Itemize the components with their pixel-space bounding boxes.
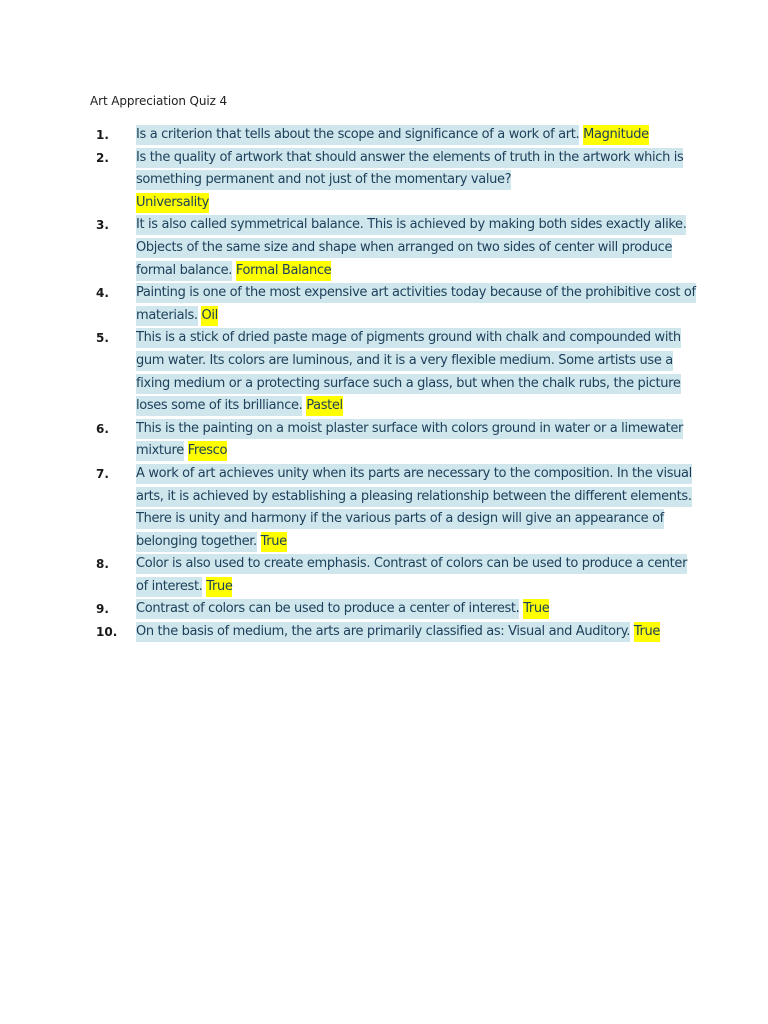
quiz-question-list	[96, 124, 696, 644]
question-number: 10.	[96, 625, 118, 640]
answer-highlight: Pastel	[306, 396, 343, 416]
quiz-item-10	[96, 621, 696, 644]
quiz-item-4	[96, 282, 696, 327]
question-body	[136, 463, 696, 553]
question-body	[136, 124, 696, 147]
answer-highlight: Fresco	[188, 441, 227, 461]
question-body	[136, 147, 696, 215]
answer-highlight: Universality	[136, 193, 209, 213]
question-text: Painting is one of the most expensive art activities today because of the prohibitive cost of materials.	[136, 283, 696, 326]
question-number: 2.	[96, 150, 109, 165]
question-number: 5.	[96, 331, 109, 346]
quiz-item-3	[96, 214, 696, 282]
question-text: This is a stick of dried paste mage of pigments ground with chalk and compounded with gum water. Its colors are luminous, and it is a very flexible medium. Some artists use a fixing medium or a protecting surface such a glass, but when the chalk rubs, the picture loses some of its brilliance.	[136, 328, 681, 416]
question-number: 1.	[96, 128, 109, 142]
question-number: 6.	[96, 421, 109, 436]
answer-highlight: Magnitude	[583, 125, 649, 145]
answer-highlight: True	[206, 577, 232, 597]
question-number: 9.	[96, 602, 109, 617]
quiz-item-2	[96, 147, 696, 215]
quiz-item-5	[96, 327, 696, 417]
question-text: It is also called symmetrical balance. This is achieved by making both sides exactly alike. Objects of the same size and shape when arranged on two sides of center will produce formal balance.	[136, 215, 686, 280]
question-text: Is a criterion that tells about the scope and significance of a work of art.	[136, 125, 579, 145]
quiz-item-1	[96, 124, 696, 147]
question-body	[136, 621, 696, 644]
question-number: 8.	[96, 557, 109, 572]
answer-highlight: True	[634, 622, 660, 642]
question-number: 3.	[96, 218, 109, 233]
question-body	[136, 282, 696, 327]
question-text: Is the quality of artwork that should answer the elements of truth in the artwork which is something permanent and not just of the momentary value?	[136, 148, 683, 191]
question-body	[136, 553, 696, 598]
question-body	[136, 214, 696, 282]
answer-highlight: True	[523, 599, 549, 619]
question-number: 7.	[96, 466, 109, 481]
answer-highlight: Oil	[201, 306, 217, 326]
quiz-item-6	[96, 418, 696, 463]
question-text: Contrast of colors can be used to produce a center of interest.	[136, 599, 519, 619]
question-text: On the basis of medium, the arts are primarily classified as: Visual and Auditory.	[136, 622, 630, 642]
answer-highlight: True	[261, 532, 287, 552]
question-number: 4.	[96, 286, 109, 301]
question-text: Color is also used to create emphasis. Contrast of colors can be used to produce a center of interest.	[136, 554, 687, 597]
question-body	[136, 327, 696, 417]
quiz-item-9	[96, 598, 696, 621]
quiz-item-7	[96, 463, 696, 553]
quiz-item-8	[96, 553, 696, 598]
question-text: A work of art achieves unity when its parts are necessary to the composition. In the visual arts, it is achieved by establishing a pleasing relationship between the different elements. There is unity and harmony if the various parts of a design will give an appearance of belonging together.	[136, 464, 692, 552]
answer-highlight: Formal Balance	[236, 261, 331, 281]
question-text: This is the painting on a moist plaster surface with colors ground in water or a limewater mixture	[136, 419, 683, 462]
question-body	[136, 598, 696, 621]
document-title: Art Appreciation Quiz 4	[90, 94, 228, 108]
question-body	[136, 418, 696, 463]
